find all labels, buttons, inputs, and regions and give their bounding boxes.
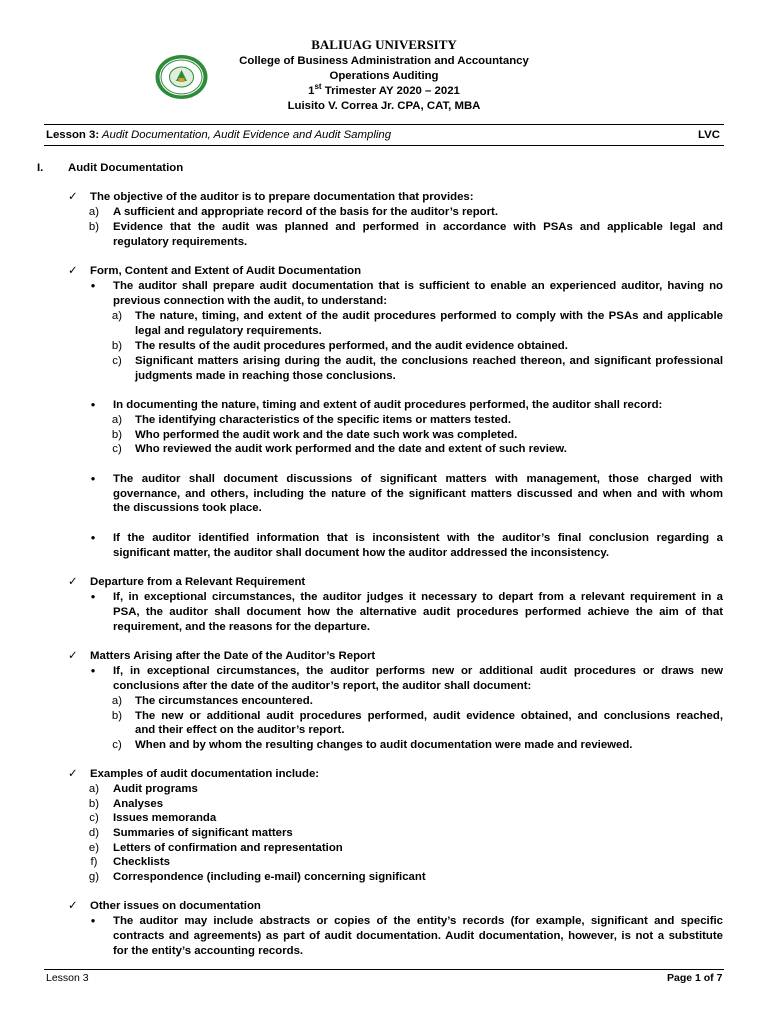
list-item: Who reviewed the audit work performed and the date and extent of such review. <box>135 443 567 455</box>
list-item-continuation: and their effect on the auditor’s report. <box>135 724 345 736</box>
header-rule-top <box>44 124 724 125</box>
term-number: 1 <box>308 85 315 97</box>
form-content-heading: Form, Content and Extent of Audit Documentation <box>90 265 362 277</box>
check-icon: ✓ <box>68 265 78 277</box>
list-item: Checklists <box>113 856 170 868</box>
list-marker: e) <box>88 842 100 854</box>
term-rest: Trimester AY 2020 – 2021 <box>321 85 460 97</box>
section-title: Audit Documentation <box>68 162 184 174</box>
list-item-continuation: regulatory requirements. <box>113 236 248 248</box>
matters-arising-heading: Matters Arising after the Date of the Auditor’s Report <box>90 650 376 662</box>
list-marker: b) <box>88 798 100 810</box>
bullet-icon: ● <box>90 533 96 542</box>
bullet-icon: ● <box>90 916 96 925</box>
list-item: Correspondence (including e-mail) concerning significant <box>113 871 426 883</box>
list-item: Issues memoranda <box>113 812 217 824</box>
list-item: The identifying characteristics of the specific items or matters tested. <box>135 414 512 426</box>
bullet-text: requirement, and the reasons for the departure. <box>113 621 370 633</box>
list-item: The results of the audit procedures performed, and the audit evidence obtained. <box>135 340 568 352</box>
bullet-text: If, in exceptional circumstances, the auditor performs new or additional audit procedures or draws new <box>113 665 723 677</box>
lesson-title: Audit Documentation, Audit Evidence and Audit Sampling <box>99 129 392 141</box>
list-item: A sufficient and appropriate record of the basis for the auditor’s report. <box>113 206 499 218</box>
list-marker: a) <box>88 783 100 795</box>
list-item: The new or additional audit procedures performed, audit evidence obtained, and conclusions reached, <box>135 710 723 722</box>
list-marker: a) <box>111 695 123 707</box>
check-icon: ✓ <box>68 576 78 588</box>
lesson-number: Lesson 3: <box>46 129 100 141</box>
list-item: Letters of confirmation and representation <box>113 842 343 854</box>
footer-rule <box>44 969 724 970</box>
list-marker: b) <box>111 340 123 352</box>
bullet-text: the discussions took place. <box>113 502 262 514</box>
list-marker: g) <box>88 871 100 883</box>
list-marker: b) <box>88 221 100 233</box>
header-rule-bottom <box>44 145 724 146</box>
page-number: Page 1 of 7 <box>667 972 723 984</box>
list-item: The circumstances encountered. <box>135 695 313 707</box>
other-issues-heading: Other issues on documentation <box>90 900 261 912</box>
list-item: Who performed the audit work and the date such work was completed. <box>135 429 518 441</box>
check-icon: ✓ <box>68 900 78 912</box>
course-title: Operations Auditing <box>329 70 439 82</box>
bullet-text: The auditor shall prepare audit documentation that is sufficient to enable an experienced auditor, having no <box>113 280 723 292</box>
bullet-text: PSA, the auditor shall document how the alternative audit procedures performed achieve the aim of that <box>113 606 723 618</box>
bullet-text: The auditor shall document discussions of significant matters with management, those charged with <box>113 473 723 485</box>
lesson-label <box>46 128 391 143</box>
term-suffix: st <box>314 82 322 92</box>
list-item: Analyses <box>113 798 164 810</box>
university-name: BALIUAG UNIVERSITY <box>311 37 457 52</box>
term-line <box>0 84 768 99</box>
instructor-name: Luisito V. Correa Jr. CPA, CAT, MBA <box>287 100 481 112</box>
bullet-text: If, in exceptional circumstances, the auditor judges it necessary to depart from a relevant requirement in a <box>113 591 723 603</box>
bullet-icon: ● <box>90 592 96 601</box>
list-marker: a) <box>111 310 123 322</box>
list-marker: b) <box>111 429 123 441</box>
bullet-icon: ● <box>90 666 96 675</box>
bullet-icon: ● <box>90 474 96 483</box>
list-marker: c) <box>112 443 122 455</box>
list-marker: c) <box>112 739 122 751</box>
list-item: The nature, timing, and extent of the audit procedures performed to comply with the PSAs and applicable <box>135 310 723 322</box>
bullet-text: conclusions after the date of the auditor’s report, the auditor shall document: <box>113 680 532 692</box>
list-marker: f) <box>90 856 98 868</box>
list-item: Evidence that the audit was planned and performed in accordance with PSAs and applicable legal and <box>113 221 723 233</box>
bullet-text: previous connection with the audit, to understand: <box>113 295 388 307</box>
bullet-text: If the auditor identified information that is inconsistent with the auditor’s final conclusion regarding a <box>113 532 723 544</box>
list-marker: c) <box>112 355 122 367</box>
list-item: Significant matters arising during the audit, the conclusions reached thereon, and significant professional <box>135 355 723 367</box>
bullet-icon: ● <box>90 281 96 290</box>
examples-heading: Examples of audit documentation include: <box>90 768 320 780</box>
list-marker: c) <box>89 812 99 824</box>
objective-heading: The objective of the auditor is to prepare documentation that provides: <box>90 191 474 203</box>
author-initials: LVC <box>698 129 720 141</box>
list-marker: b) <box>111 710 123 722</box>
bullet-text: for the entity’s accounting records. <box>113 945 304 957</box>
list-marker: a) <box>88 206 100 218</box>
check-icon: ✓ <box>68 191 78 203</box>
list-item: Audit programs <box>113 783 198 795</box>
list-item-continuation: legal and regulatory requirements. <box>135 325 322 337</box>
bullet-text: contracts and agreements) as part of audit documentation. Audit documentation, however, is not a substitute <box>113 930 723 942</box>
list-item: Summaries of significant matters <box>113 827 293 839</box>
list-item-continuation: judgments made in reaching those conclusions. <box>135 370 396 382</box>
section-number: I. <box>37 162 44 174</box>
list-marker: a) <box>111 414 123 426</box>
check-icon: ✓ <box>68 768 78 780</box>
list-item: When and by whom the resulting changes to audit documentation were made and reviewed. <box>135 739 633 751</box>
departure-heading: Departure from a Relevant Requirement <box>90 576 306 588</box>
bullet-icon: ● <box>90 400 96 409</box>
bullet-text: significant matter, the auditor shall document how the auditor addressed the inconsistency. <box>113 547 609 559</box>
college-name: College of Business Administration and Accountancy <box>239 55 529 67</box>
footer-lesson: Lesson 3 <box>46 972 89 984</box>
bullet-text: In documenting the nature, timing and extent of audit procedures performed, the auditor shall record: <box>113 399 663 411</box>
bullet-text: governance, and others, including the nature of the significant matters discussed and when and with whom <box>113 488 723 500</box>
bullet-text: The auditor may include abstracts or copies of the entity’s records (for example, significant and specific <box>113 915 723 927</box>
list-marker: d) <box>88 827 100 839</box>
check-icon: ✓ <box>68 650 78 662</box>
